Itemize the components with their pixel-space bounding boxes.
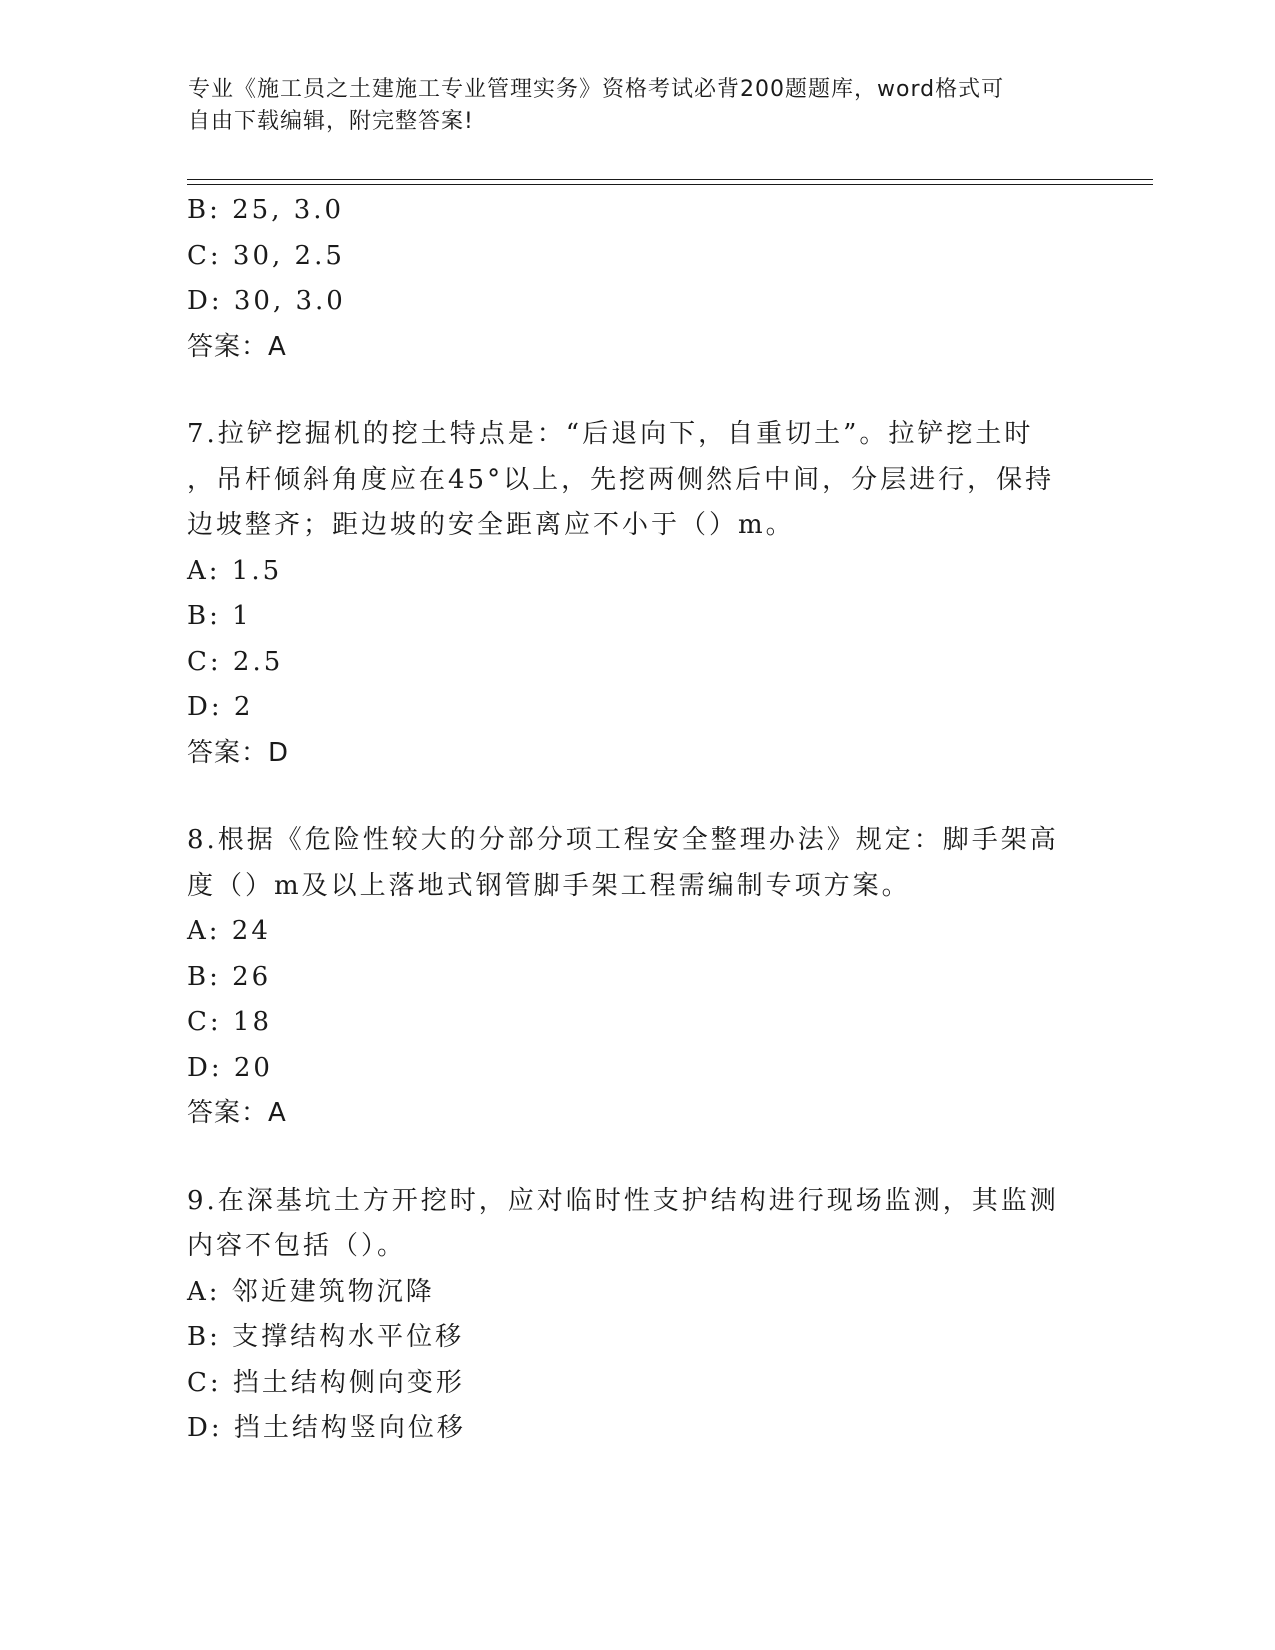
- header-line-2: 自由下载编辑，附完整答案!: [188, 109, 474, 134]
- question-gap: [187, 776, 1077, 818]
- question-text-line: 9.在深基坑土方开挖时，应对临时性支护结构进行现场监测，其监测: [187, 1185, 1059, 1216]
- question-gap: [187, 1137, 1077, 1179]
- answer-line: 答案：D: [187, 737, 290, 768]
- answer-line: 答案：A: [187, 1098, 287, 1128]
- question-text-line: 内容不包括（）。: [187, 1231, 407, 1261]
- header-rule-bottom: [187, 184, 1153, 185]
- question-6-tail: [187, 188, 1077, 370]
- option-a: A: 邻近建筑物沉降: [187, 1276, 435, 1307]
- option-a: A: 1.5: [187, 555, 283, 586]
- question-text-line: 边坡整齐；距边坡的安全距离应不小于（）m。: [187, 510, 795, 540]
- option-c: C: 18: [187, 1007, 273, 1037]
- option-c: C: 30, 2.5: [187, 240, 345, 271]
- question-8: [187, 818, 1077, 1137]
- question-7: [187, 412, 1077, 776]
- question-gap: [187, 370, 1077, 412]
- option-b: B: 支撑结构水平位移: [187, 1322, 465, 1352]
- option-d: D: 挡土结构竖向位移: [187, 1413, 466, 1443]
- question-list: [187, 188, 1077, 1452]
- option-d: D: 30, 3.0: [187, 286, 346, 316]
- document-header: [188, 74, 1068, 138]
- question-text-line: ，吊杆倾斜角度应在45°以上，先挖两侧然后中间，分层进行，保持: [187, 464, 1055, 495]
- option-c: C: 2.5: [187, 646, 284, 677]
- option-b: B: 1: [187, 601, 252, 631]
- option-d: D: 20: [187, 1052, 273, 1083]
- answer-line: 答案：A: [187, 331, 287, 362]
- option-d: D: 2: [187, 692, 254, 722]
- question-text-line: 8.根据《危险性较大的分部分项工程安全整理办法》规定：脚手架高: [187, 825, 1059, 855]
- option-b: B: 26: [187, 961, 272, 992]
- option-b: B: 25, 3.0: [187, 195, 345, 225]
- header-rule-top: [187, 179, 1153, 180]
- header-line-1: 专业《施工员之土建施工专业管理实务》资格考试必背200题题库，word格式可: [188, 77, 1005, 102]
- question-text-line: 度（）m及以上落地式钢管脚手架工程需编制专项方案。: [187, 870, 911, 901]
- question-9: [187, 1179, 1077, 1452]
- question-text-line: 7.拉铲挖掘机的挖土特点是：“后退向下，自重切土”。拉铲挖土时: [187, 419, 1034, 449]
- option-c: C: 挡土结构侧向变形: [187, 1367, 465, 1398]
- option-a: A: 24: [187, 916, 271, 946]
